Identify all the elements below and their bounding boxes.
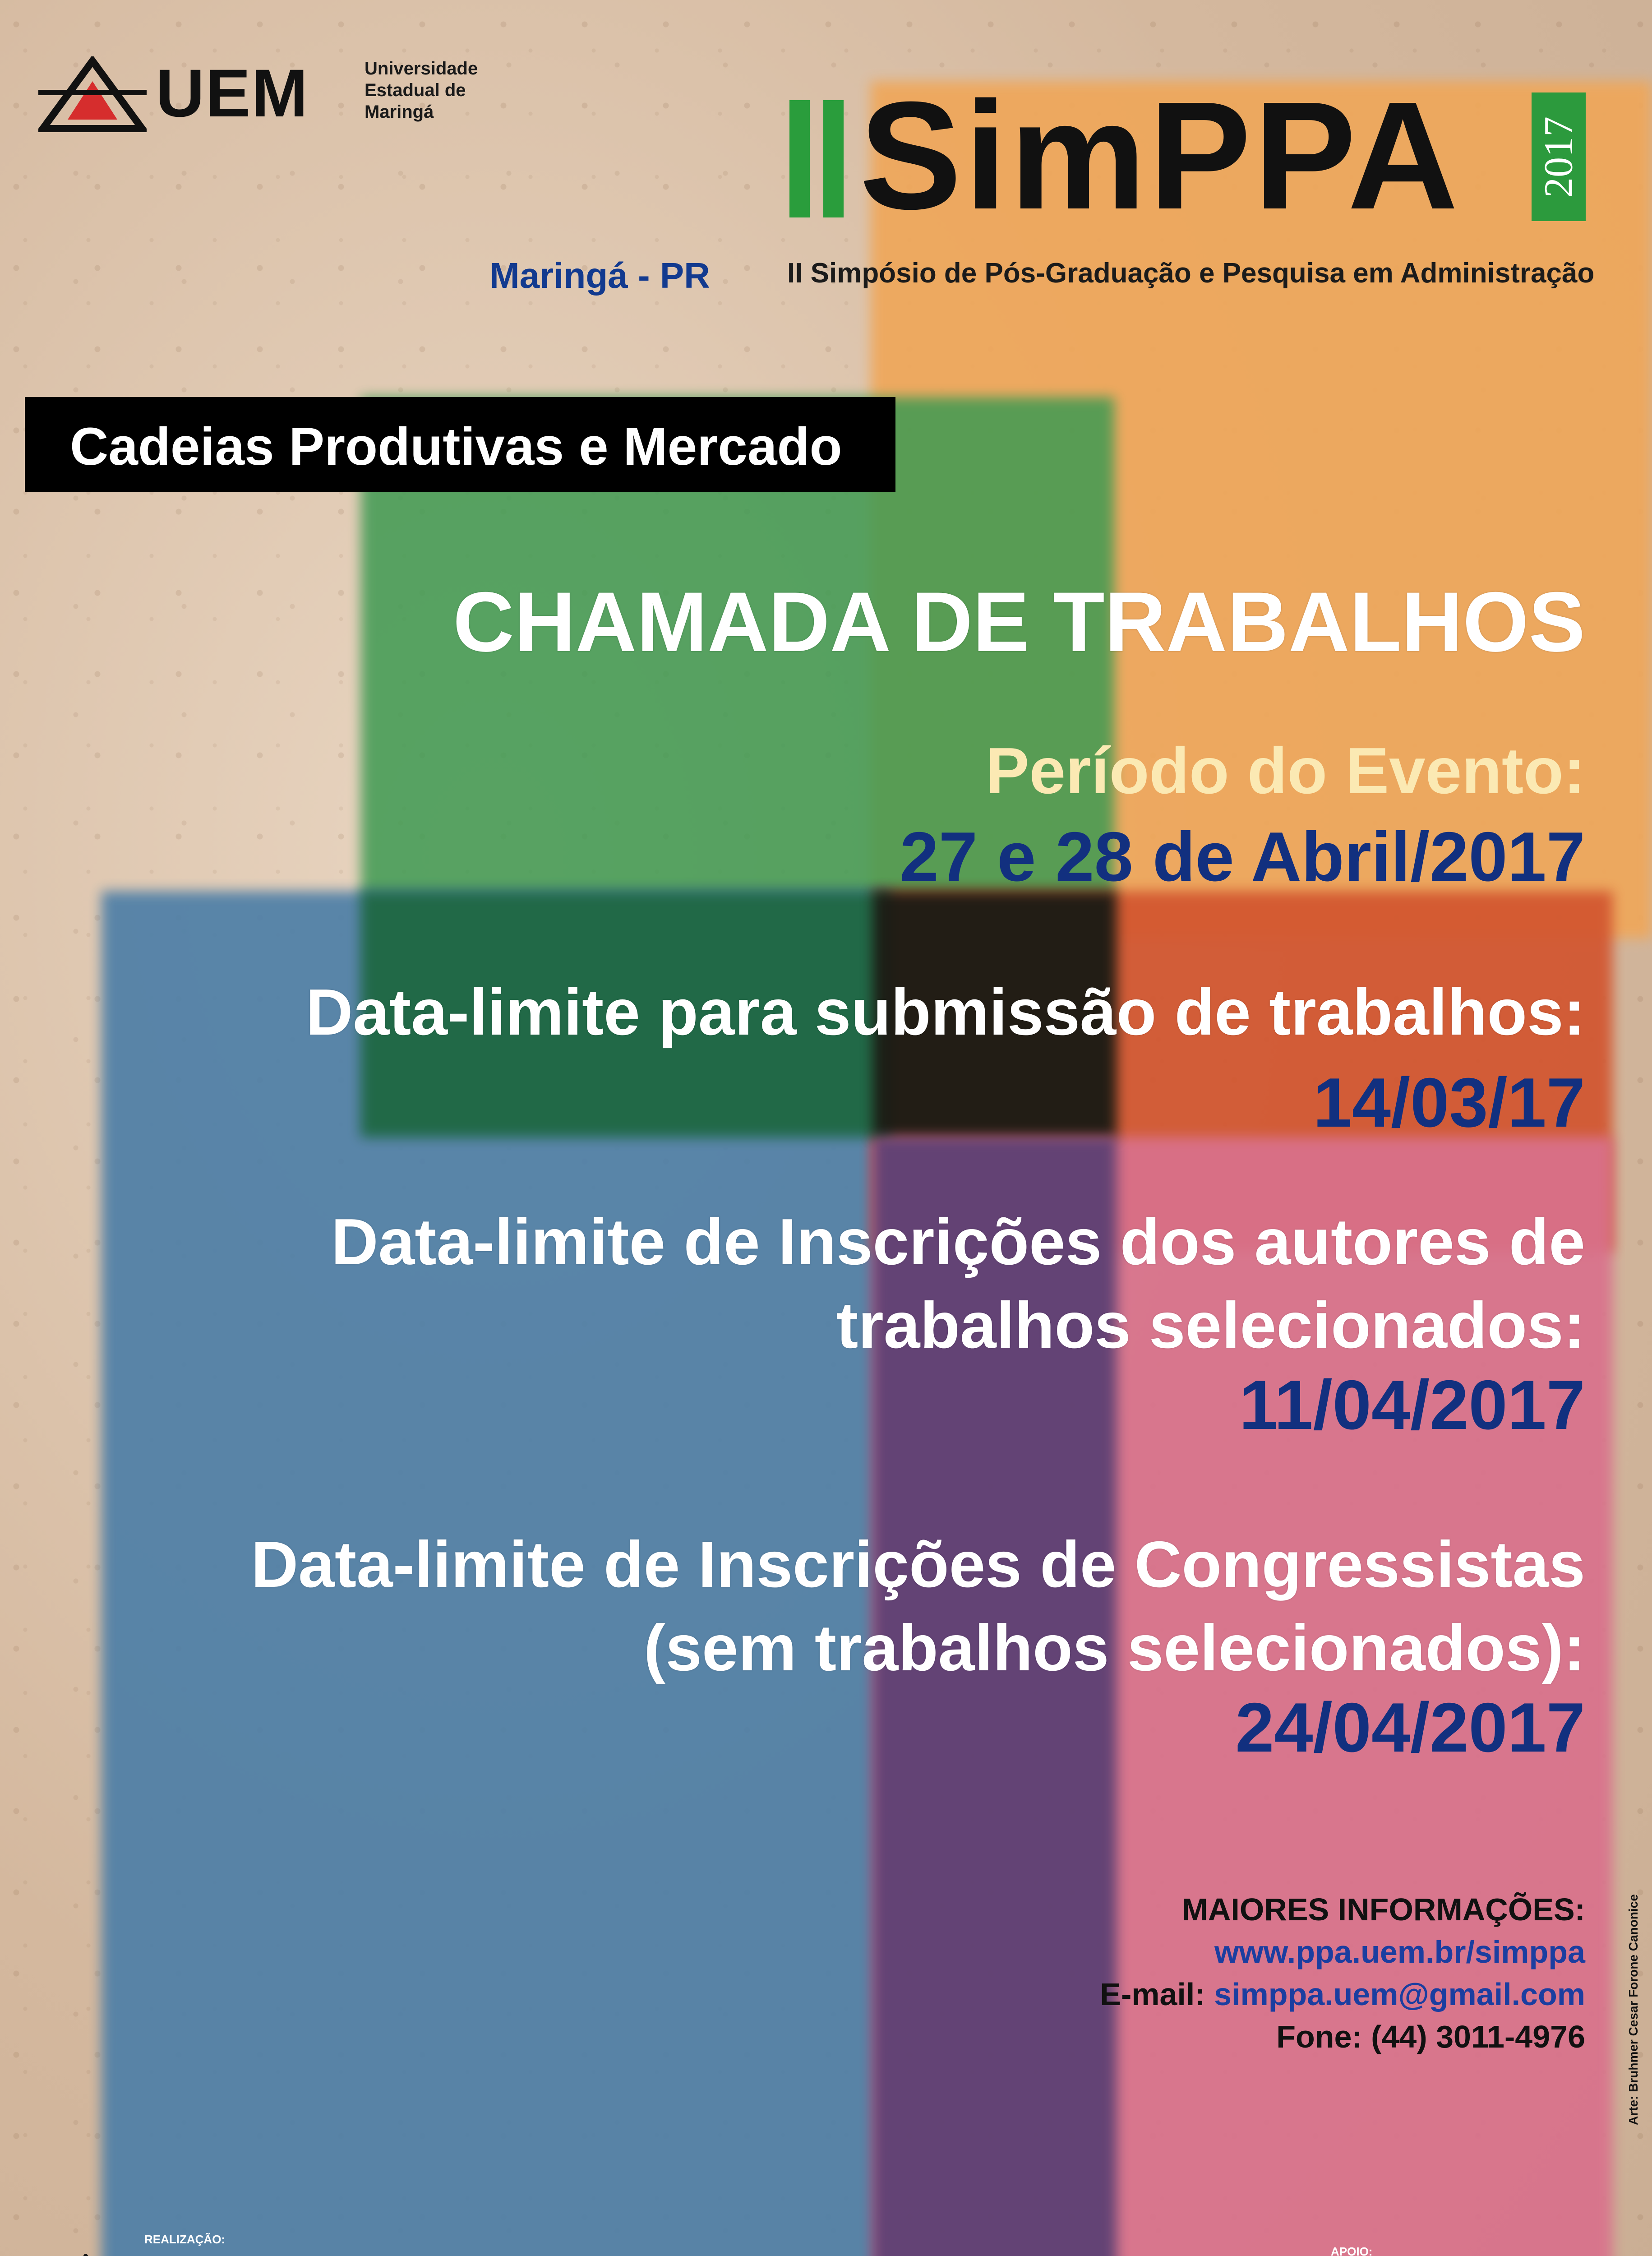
uem-small-logo-icon bbox=[38, 2254, 133, 2256]
event-year-badge bbox=[1532, 92, 1586, 221]
inscricoes-autores-value: 11/04/2017 bbox=[1239, 1366, 1585, 1444]
call-title: CHAMADA DE TRABALHOS bbox=[452, 574, 1585, 669]
event-subtitle: II Simpósio de Pós-Graduação e Pesquisa em Administração bbox=[787, 258, 1595, 289]
art-credit: Arte: Bruhmer Cesar Forone Canonice bbox=[1626, 1894, 1640, 2125]
uem-full-name bbox=[365, 58, 518, 123]
realizacao-label: REALIZAÇÃO: bbox=[144, 2233, 226, 2246]
submissao-value: 14/03/17 bbox=[1313, 1063, 1585, 1142]
event-year: 2017 bbox=[1536, 116, 1581, 198]
inscricoes-congressistas-value: 24/04/2017 bbox=[1235, 1688, 1585, 1766]
event-city: Maringá - PR bbox=[489, 255, 710, 296]
submissao-label: Data-limite para submissão de trabalhos: bbox=[305, 975, 1585, 1049]
event-roman-numeral-ii bbox=[789, 100, 844, 217]
contact-heading: MAIORES INFORMAÇÕES: bbox=[1181, 1892, 1585, 1927]
uem-name-line: Estadual de bbox=[365, 80, 466, 100]
phone-number: Fone: (44) 3011-4976 bbox=[1276, 2019, 1585, 2054]
apoio-label: APOIO: bbox=[1331, 2245, 1373, 2256]
inscricoes-congressistas-line: Data-limite de Inscrições de Congressistas bbox=[251, 1528, 1585, 1601]
uem-name-line: Universidade bbox=[365, 59, 478, 79]
event-name: SimPPA bbox=[859, 70, 1461, 241]
periodo-label: Período do Evento: bbox=[985, 734, 1585, 807]
website-link[interactable]: www.ppa.uem.br/simppa bbox=[1214, 1934, 1585, 1969]
contact-info bbox=[1100, 1888, 1585, 2058]
periodo-value: 27 e 28 de Abril/2017 bbox=[900, 818, 1585, 896]
inscricoes-autores-line: trabalhos selecionados: bbox=[836, 1289, 1585, 1362]
inscricoes-congressistas-line: (sem trabalhos selecionados): bbox=[644, 1611, 1585, 1684]
inscricoes-autores-line: Data-limite de Inscrições dos autores de bbox=[331, 1205, 1585, 1278]
uem-acronym: UEM bbox=[156, 55, 309, 131]
theme-banner bbox=[25, 397, 895, 492]
email-link[interactable]: simppa.uem@gmail.com bbox=[1214, 1977, 1585, 2012]
uem-logo-icon bbox=[38, 56, 147, 133]
uem-name-line: Maringá bbox=[365, 102, 434, 122]
inscricoes-autores-label bbox=[331, 1200, 1585, 1367]
inscricoes-congressistas-label bbox=[251, 1523, 1586, 1690]
email-label: E-mail: bbox=[1100, 1977, 1214, 2012]
theme-text: Cadeias Produtivas e Mercado bbox=[70, 417, 842, 476]
